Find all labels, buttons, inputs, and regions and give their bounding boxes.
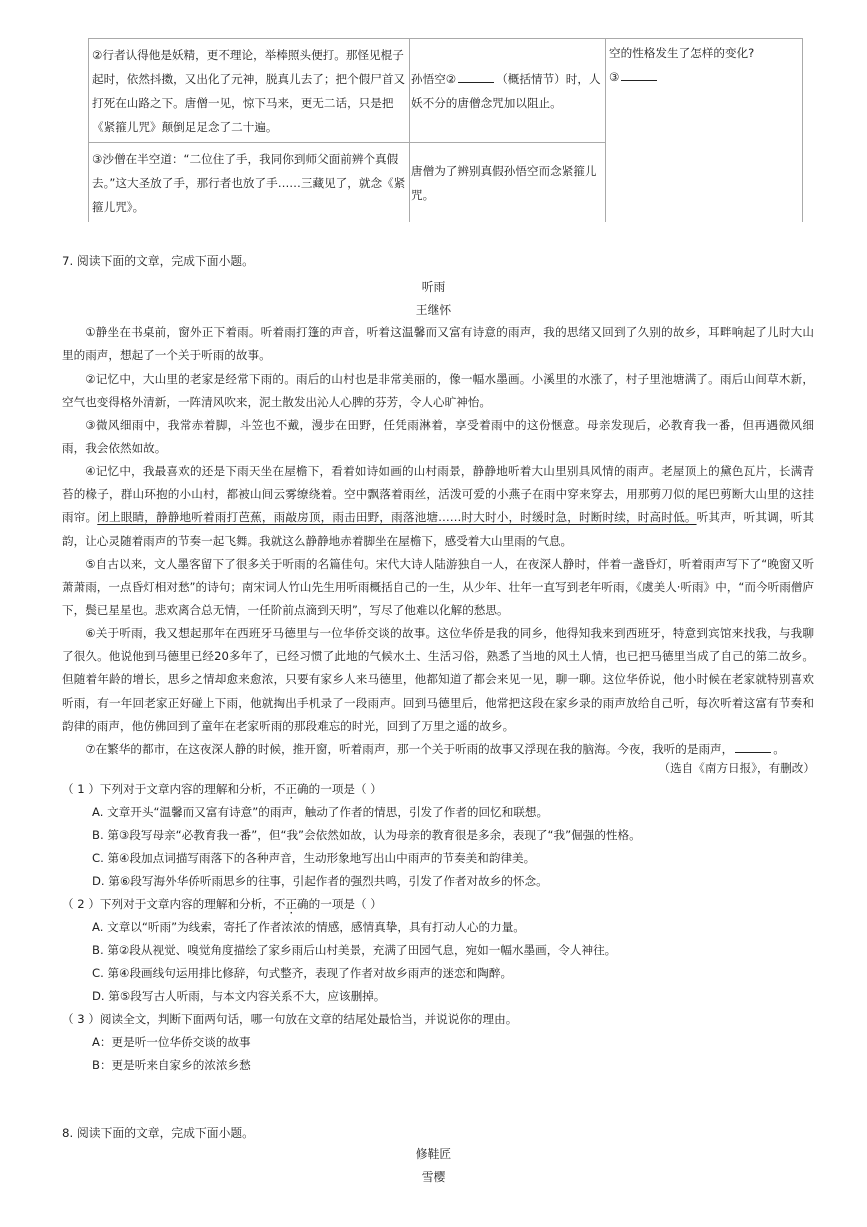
reading-table xyxy=(88,38,803,222)
article-title: 听雨 xyxy=(421,280,446,294)
table-cell-passage-3: ③沙僧在半空道：“二位住了手，我同你到师父面前辨个真假去。”这大圣放了手，那行者也放了手……三藏见了，就念《紧箍儿咒》。 xyxy=(89,143,410,223)
emphasis-dots: 不正确 xyxy=(273,897,309,911)
answer-blank[interactable] xyxy=(621,68,657,81)
paragraph-7 xyxy=(62,738,814,761)
option-1c[interactable]: C. 第④段加点词描写雨落下的各种声音，生动形象地写出山中雨声的节奏美和韵律美。 xyxy=(92,851,536,865)
option-2d[interactable]: D. 第⑤段写古人听雨，与本文内容关系不大，应该删掉。 xyxy=(92,989,386,1003)
option-1d[interactable]: D. 第⑥段写海外华侨听雨思乡的往事，引起作者的强烈共鸣，引发了作者对故乡的怀念。 xyxy=(92,874,548,888)
sub-question-3: （ 3 ）阅读全文，判断下面两句话，哪一句放在文章的结尾处最恰当，并说说你的理由。 xyxy=(62,1012,518,1026)
table-cell-question xyxy=(606,39,803,223)
choice-b[interactable]: B：更是听来自家乡的浓浓乡愁 xyxy=(92,1058,251,1072)
table-cell-passage-2: ②行者认得他是妖精，更不理论，举棒照头便打。那怪见棍子起时，依然抖擞，又出化了元神，脱真儿去了；把个假尸首又打死在山路之下。唐僧一见，惊下马来，更无二话，只是把《紧箍儿咒》颠倒足足念了二十遍。 xyxy=(89,39,410,143)
paragraph-4 xyxy=(62,460,814,553)
answer-blank[interactable] xyxy=(735,740,771,753)
answer-blank[interactable] xyxy=(458,70,494,83)
sub-question-1: （ 1 ）下列对于文章内容的理解和分析，不正确的一项是（ ） xyxy=(62,782,382,796)
question-number: ③ xyxy=(609,70,620,84)
article-author: 王继怀 xyxy=(415,303,452,317)
paragraph-1: ①静坐在书桌前，窗外正下着雨。听着雨打篷的声音，听着这温馨而又富有诗意的雨声，我的思绪又回到了久别的故乡，耳畔响起了儿时大山里的雨声，想起了一个关于听雨的故事。 xyxy=(62,325,814,363)
paragraph-4-part-a: ④记忆中，我最喜欢的还是下雨天坐在屋檐下，看着如诗如画的山村雨景，静静地听着大山里别具风情的雨声。老屋顶上的黛色瓦片，长满青苔的椽子，群山环抱的小山村，都被山间云雾缭绕着。空中飘落着雨丝，活泼可爱的小燕子在雨中穿来穿去，用那剪刀似的尾巴剪断大山里的这挂雨帘。 xyxy=(62,464,814,525)
option-2b[interactable]: B. 第②段从视觉、嗅觉角度描绘了家乡雨后山村美景，充满了田园气息，宛如一幅水墨画，令人神往。 xyxy=(92,943,617,957)
question-8-heading: 8. 阅读下面的文章，完成下面小题。 xyxy=(62,1126,254,1140)
article-title-8: 修鞋匠 xyxy=(415,1147,452,1161)
paragraph-7-text: ⑦在繁华的都市，在这夜深人静的时候，推开窗，听着雨声，那一个关于听雨的故事又浮现在我的脑海。今夜，我听的是雨声， xyxy=(85,742,734,756)
cell-text-post: （概括情节）时，人妖不分的唐僧念咒加以阻止。 xyxy=(411,72,601,110)
paragraph-3: ③微风细雨中，我常赤着脚，斗笠也不戴，漫步在田野，任凭雨淋着，享受着雨中的这份惬意。母亲发现后，必教育我一番，但再遇微风细雨，我会依然如故。 xyxy=(62,418,814,456)
article-author-8: 雪樱 xyxy=(421,1170,446,1184)
paragraph-6: ⑥关于听雨，我又想起那年在西班牙马德里与一位华侨交谈的故事。这位华侨是我的同乡，他得知我来到西班牙，特意到宾馆来找我，与我聊了很久。他说他到马德里已经20多年了，已经习惯了此地的气候水土、生活习俗，熟悉了当地的风土人情，也已把马德里当成了自己的第二故乡。但随着年龄的增长，思乡之情却愈来愈浓，只要有家乡人来马德里，他都知道了都会来见一见，聊一聊。这位华侨说，他小时候在老家就特别喜欢听雨，有一年回老家正好碰上下雨，他就掏出手机录了一段雨声。回到马德里后，他常把这段在家乡录的雨声放给自己听，每次听着这富有节奏和韵律的雨声，他仿佛回到了童年在老家听雨的那段难忘的时光，回到了万里之遥的故乡。 xyxy=(62,626,814,733)
cell-text-pre: 孙悟空② xyxy=(411,72,457,86)
sub-question-2: （ 2 ）下列对于文章内容的理解和分析，不正确的一项是（ ） xyxy=(62,897,382,911)
table-cell-plot-3: 唐僧为了辨别真假孙悟空而念紧箍儿咒。 xyxy=(410,143,606,223)
underlined-sentence: 闭上眼睛，静静地听着雨打芭蕉，雨敲房顶，雨击田野，雨落池塘……时大时小，时缓时急，时断时续，时高时低。 xyxy=(97,510,697,525)
paragraph-2: ②记忆中，大山里的老家是经常下雨的。雨后的山村也是非常美丽的，像一幅水墨画。小溪里的水涨了，村子里池塘满了。雨后山间草木新，空气也变得格外清新，一阵清风吹来，泥土散发出沁人心脾的芬芳，令人心旷神怡。 xyxy=(62,372,814,410)
option-1b[interactable]: B. 第③段写母亲“必教育我一番”，但“我”会依然如故，认为母亲的教育很是多余，表现了“我”倔强的性格。 xyxy=(92,828,641,842)
option-2c[interactable]: C. 第④段画线句运用排比修辞，句式整齐，表现了作者对故乡雨声的迷恋和陶醉。 xyxy=(92,966,513,980)
paragraph-7-end: 。 xyxy=(773,742,785,756)
paragraph-5: ⑤自古以来，文人墨客留下了很多关于听雨的名篇佳句。宋代大诗人陆游独自一人，在夜深人静时，伴着一盏昏灯，听着雨声写下了“晚窗又听萧萧雨，一点昏灯相对愁”的诗句；南宋词人竹山先生用听雨概括自己的一生，从少年、壮年一直写到老年听雨，《虞美人·听雨》中，“而今听雨僧庐下，鬓已星星也。悲欢离合总无情，一任阶前点滴到天明”，写尽了他难以化解的愁思。 xyxy=(62,557,814,618)
table-cell-plot-2 xyxy=(410,39,606,143)
choice-a[interactable]: A：更是听一位华侨交谈的故事 xyxy=(92,1035,251,1049)
article-source: （选自《南方日报》，有删改） xyxy=(658,761,815,775)
option-1a[interactable]: A. 文章开头“温馨而又富有诗意”的雨声，触动了作者的情思，引发了作者的回忆和联想。 xyxy=(92,805,549,819)
option-2a[interactable]: A. 文章以“听雨”为线索，寄托了作者浓浓的情感，感情真挚，具有打动人心的力量。 xyxy=(92,920,525,934)
question-7-heading: 7. 阅读下面的文章，完成下面小题。 xyxy=(62,254,254,268)
paragraph-4-part-c: 听其声，听其调，听其韵，让心灵随着雨声的节奏一起飞舞。我就这么静静地赤着脚坐在屋檐下，感受着大山里雨的气息。 xyxy=(62,510,814,548)
emphasis-dots: 不正确 xyxy=(273,782,309,796)
question-text: 空的性格发生了怎样的变化? xyxy=(609,46,755,60)
